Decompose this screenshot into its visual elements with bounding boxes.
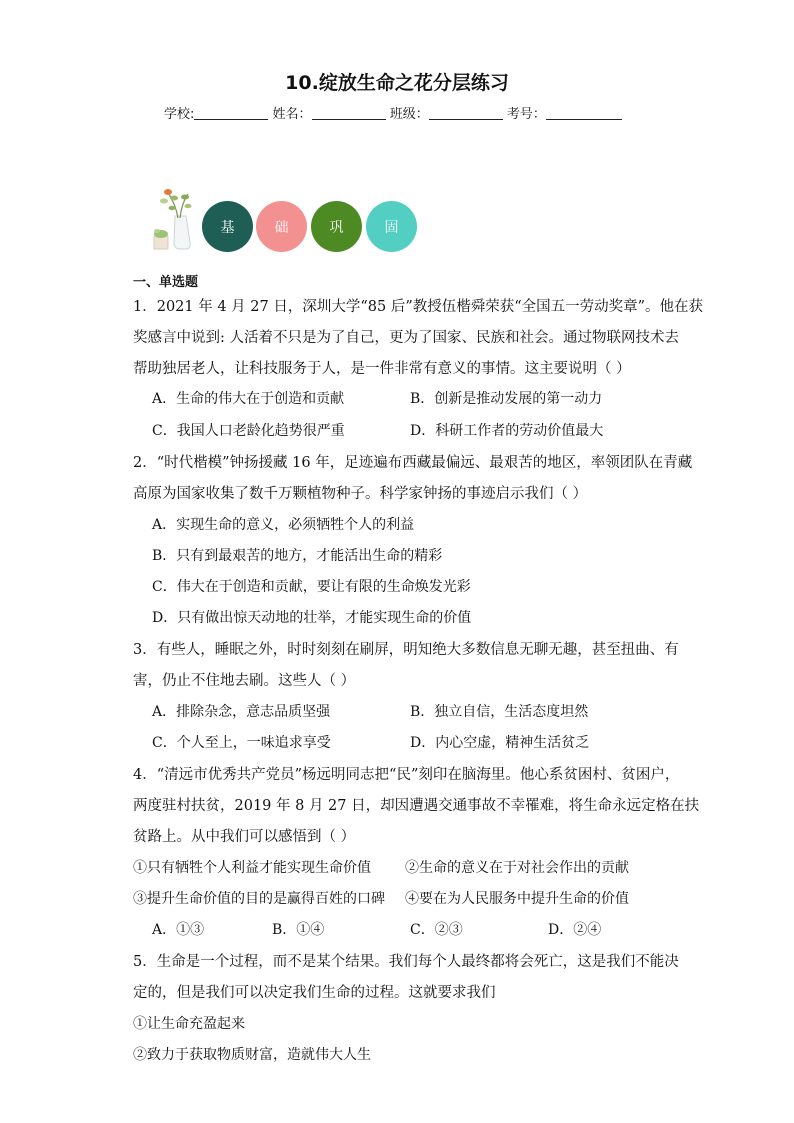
section-heading: 一、单选题 <box>133 275 199 290</box>
badge-ji: 基 <box>202 201 253 252</box>
name-field[interactable] <box>312 106 386 120</box>
badge-chu: 础 <box>256 201 307 252</box>
q4-statement-1: ①只有牺牲个人利益才能实现生命价值 <box>133 860 371 876</box>
q1-line-2: 奖感言中说到: 人活着不只是为了自己，更为了国家、民族和社会。通过物联网技术去 <box>133 330 679 346</box>
q2-option-c[interactable]: C．伟大在于创造和贡献，要让有限的生命焕发光彩 <box>152 579 471 595</box>
q5-statement-2: ②致力于获取物质财富，造就伟大人生 <box>133 1047 371 1063</box>
student-info-line <box>164 103 622 122</box>
q4-statement-2: ②生命的意义在于对社会作出的贡献 <box>405 860 629 876</box>
q3-option-c[interactable]: C．个人至上，一味追求享受 <box>152 735 331 751</box>
q3-option-b[interactable]: B．独立自信，生活态度坦然 <box>410 704 589 720</box>
q3-line-2: 害，仍止不住地去刷。这些人（ ） <box>133 673 356 689</box>
q4-line-3: 贫路上。从中我们可以感悟到（ ） <box>133 829 356 845</box>
q2-line-1: 2．“时代楷模”钟扬援藏 16 年，足迹遍布西藏最偏远、最艰苦的地区，率领团队在青藏 <box>133 455 693 471</box>
q4-option-d[interactable]: D．②④ <box>548 922 602 938</box>
q1-option-b[interactable]: B．创新是推动发展的第一动力 <box>410 391 603 407</box>
school-label: 学校: <box>164 107 195 122</box>
name-label: 姓名： <box>272 107 312 122</box>
q3-option-d[interactable]: D．内心空虚，精神生活贫乏 <box>410 735 590 751</box>
q4-statement-4: ④要在为人民服务中提升生命的价值 <box>405 891 629 907</box>
school-field[interactable] <box>194 106 268 120</box>
q2-option-d[interactable]: D．只有做出惊天动地的壮举，才能实现生命的价值 <box>152 610 472 626</box>
q1-option-d[interactable]: D．科研工作者的劳动价值最大 <box>410 423 604 439</box>
q3-option-a[interactable]: A．排除杂念，意志品质坚强 <box>152 704 331 720</box>
q4-option-a[interactable]: A．①③ <box>152 922 205 938</box>
q1-line-1: 1．2021 年 4 月 27 日，深圳大学“85 后”教授伍楷舜荣获“全国五一劳动奖章”。他在获 <box>133 299 704 315</box>
badge-gu: 固 <box>366 201 417 252</box>
q2-line-2: 高原为国家收集了数千万颗植物种子。科学家钟扬的事迹启示我们（ ） <box>133 486 588 502</box>
exam-no-label: 考号： <box>506 107 546 122</box>
q2-option-b[interactable]: B．只有到最艰苦的地方，才能活出生命的精彩 <box>152 548 443 564</box>
q4-line-1: 4．“清远市优秀共产党员”杨远明同志把“民”刻印在脑海里。他心系贫困村、贫困户， <box>133 767 680 783</box>
potted-plant-icon <box>148 186 196 252</box>
class-field[interactable] <box>429 106 503 120</box>
exam-no-field[interactable] <box>546 106 622 120</box>
q4-statement-3: ③提升生命价值的目的是赢得百姓的口碑 <box>133 891 385 907</box>
q2-option-a[interactable]: A．实现生命的意义，必须牺牲个人的利益 <box>152 517 415 533</box>
class-label: 班级： <box>389 107 429 122</box>
q4-option-b[interactable]: B．①④ <box>272 922 325 938</box>
q1-option-c[interactable]: C．我国人口老龄化趋势很严重 <box>152 423 345 439</box>
q5-line-1: 5．生命是一个过程，而不是某个结果。我们每个人最终都将会死亡，这是我们不能决 <box>133 954 679 970</box>
q5-line-2: 定的，但是我们可以决定我们生命的过程。这就要求我们 <box>133 985 496 1001</box>
q1-line-3: 帮助独居老人，让科技服务于人，是一件非常有意义的事情。这主要说明（ ） <box>133 361 631 377</box>
page-title: 10.绽放生命之花分层练习 <box>285 72 509 94</box>
q5-statement-1: ①让生命充盈起来 <box>133 1016 245 1032</box>
badge-gong: 巩 <box>311 201 362 252</box>
q4-option-c[interactable]: C．②③ <box>410 922 463 938</box>
q3-line-1: 3．有些人，睡眠之外，时时刻刻在刷屏，明知绝大多数信息无聊无趣，甚至扭曲、有 <box>133 642 679 658</box>
q4-line-2: 两度驻村扶贫，2019 年 8 月 27 日，却因遭遇交通事故不幸罹难，将生命永远定格在扶 <box>133 798 700 814</box>
q1-option-a[interactable]: A．生命的伟大在于创造和贡献 <box>152 391 345 407</box>
